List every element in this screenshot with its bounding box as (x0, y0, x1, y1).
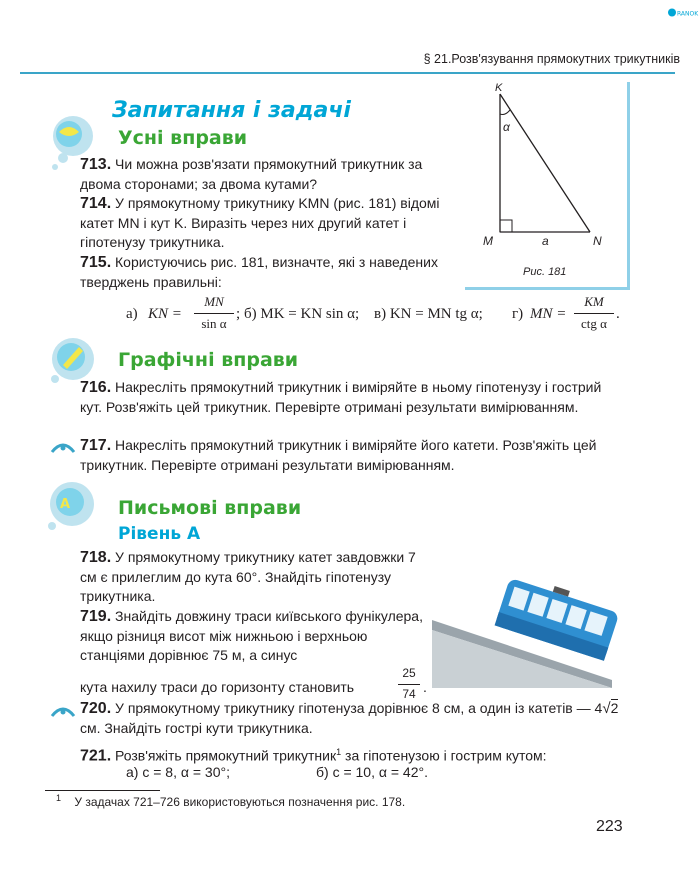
footnote-divider (45, 790, 160, 791)
option-d-denominator: ctg α (581, 316, 607, 331)
option-d-numerator: KM (584, 294, 604, 309)
root-coefficient: 4 (594, 700, 603, 716)
subsection-title-written: Письмові вправи (118, 497, 302, 519)
task-number: 714. (80, 195, 112, 212)
task-text: У прямокутному трикутнику гіпотенуза дорівнює 8 см, а один із катетів — (115, 700, 591, 716)
task-713 (80, 155, 448, 194)
root-argument: 2 (610, 700, 619, 716)
task-720 (80, 699, 625, 738)
task-719 (80, 607, 430, 666)
task-text: У прямокутному трикутнику катет завдовжки 7 см є прилеглим до кута 60°. Знайдіть гіпотенузу трикутника. (80, 549, 416, 604)
task-number: 713. (80, 156, 112, 173)
task-text: Чи можна розв'язати прямокутний трикутник за двома сторонами; за двома кутами? (80, 156, 423, 192)
task-721-option-a: а) c = 8, α = 30°; (126, 764, 230, 780)
publisher-logo (668, 3, 699, 18)
angle-label-alpha: α (503, 120, 510, 134)
task-text: Знайдіть довжину траси київського фунікулера, якщо різниця висот між нижньою і верхньою станціями дорівнює 75 м, а синус (80, 608, 423, 663)
footnote (56, 793, 405, 809)
subsection-title-oral: Усні вправи (118, 127, 248, 149)
vertex-label-n: N (593, 234, 602, 248)
task-number: 715. (80, 254, 112, 271)
task-718 (80, 548, 430, 607)
level-title-a: Рівень А (118, 524, 201, 544)
task-716 (80, 378, 625, 417)
task-number: 719. (80, 608, 112, 625)
option-d-label: г) (512, 306, 524, 322)
task-text: Накресліть прямокутний трикутник і виміряйте в ньому гіпотенузу і гострий кут. Розв'яжіть цей трикутник. Перевірте отримані результати вимірюванням. (80, 379, 602, 415)
figure-181 (465, 82, 630, 290)
task-text: У прямокутному трикутнику KMN (рис. 181) відомі катет MN і кут K. Виразіть через них другий катет і гіпотенузу трикутника. (80, 195, 440, 250)
fraction-bar (194, 313, 234, 314)
svg-text:A: A (60, 497, 71, 512)
footnote-text: У задачах 721–726 використовуються позначення рис. 178. (74, 795, 406, 809)
option-a-separator: ; (236, 306, 241, 322)
running-header: § 21.Розв'язування прямокутних трикутників (423, 52, 680, 66)
footnote-mark: 1 (56, 793, 62, 803)
task-715-formulas (126, 294, 626, 334)
option-d-lhs: MN = (530, 306, 567, 322)
sqrt-symbol: √ (602, 700, 611, 717)
task-715 (80, 253, 448, 292)
side-label-a: a (542, 234, 549, 248)
subsection-title-graphic: Графічні вправи (118, 349, 299, 371)
funicular-illustration (432, 570, 637, 690)
task-text: кута нахилу траси до горизонту становить (80, 679, 355, 695)
section-title-questions: Запитання і задачі (112, 98, 351, 123)
task-text: за гіпотенузою і гострим кутом: (345, 747, 547, 764)
task-number: 716. (80, 379, 112, 396)
vertex-label-m: M (483, 234, 493, 248)
task-text: Накресліть прямокутний трикутник і виміряйте його катети. Розв'яжіть цей трикутник. Перевірте отримані результати вимірюванням. (80, 437, 597, 473)
task-714 (80, 194, 448, 253)
fraction-numerator: 25 (402, 666, 416, 680)
task-number: 720. (80, 700, 112, 717)
fraction-bar (574, 313, 614, 314)
header-divider (20, 72, 675, 74)
task-717 (80, 436, 625, 475)
option-a-denominator: sin α (201, 316, 227, 331)
figure-caption: Рис. 181 (523, 266, 567, 278)
option-a-numerator: MN (204, 294, 224, 309)
task-number: 721. (80, 747, 112, 765)
difficulty-marker-icon (50, 439, 76, 453)
task-text: см. Знайдіть гострі кути трикутника. (80, 719, 313, 736)
option-b: б) MK = KN sin α; (244, 306, 360, 322)
fraction-denominator: 74 (402, 687, 416, 701)
task-721-option-b: б) c = 10, α = 42°. (316, 764, 428, 780)
footnote-ref: 1 (336, 747, 342, 757)
task-end: . (423, 679, 427, 695)
task-text: Користуючись рис. 181, визначте, які з наведених тверджень правильні: (80, 254, 438, 290)
task-number: 718. (80, 549, 112, 566)
option-d-end: . (616, 306, 620, 322)
written-exercises-icon (42, 478, 104, 533)
option-a-label: а) (126, 306, 138, 322)
difficulty-marker-icon (50, 703, 76, 717)
option-a-lhs: KN = (148, 306, 182, 322)
option-c: в) KN = MN tg α; (374, 306, 483, 322)
vertex-label-k: K (495, 82, 503, 94)
task-text: Розв'яжіть прямокутний трикутник (115, 747, 337, 764)
task-number: 717. (80, 437, 112, 454)
logo-text: RANOK (677, 10, 699, 18)
page-number: 223 (596, 818, 623, 835)
